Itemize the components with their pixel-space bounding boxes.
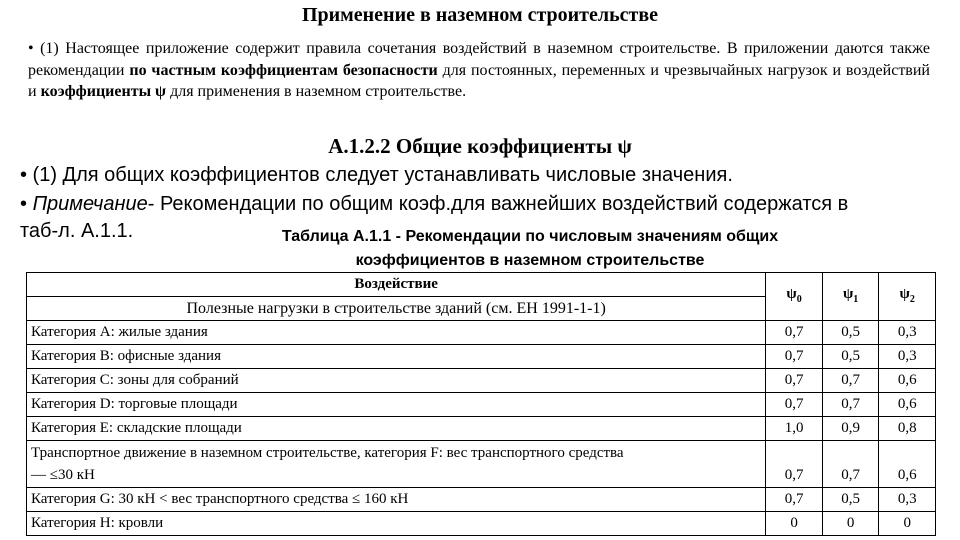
table-row [27,345,936,369]
row-psi0: 0,7 [766,369,823,393]
bullet-2 [20,192,940,217]
row-psi0: 0,7 [766,321,823,345]
row-psi1: 0,7 [822,393,879,417]
table-row [27,512,936,536]
row-name: Категория Е: складские площади [27,417,766,441]
row-name-line-2: — ≤30 кН [31,467,95,483]
row-name: Категория Н: кровли [27,512,766,536]
coefficients-table [26,272,936,536]
bullet-1: • (1) Для общих коэффициентов следует устанавливать числовые значения. [20,164,733,186]
row-psi1: 0 [822,512,879,536]
page-title: Применение в наземном строительстве [301,4,659,26]
row-psi0: 0 [766,512,823,536]
bullet-2-continuation: таб-л. А.1.1. [20,220,134,242]
header-psi1: $\psi_1$ [822,273,879,321]
intro-bold-1: по частным коэффициентам безопасности [129,61,438,79]
row-psi0: 0,7 [766,488,823,512]
row-psi2: 0,6 [879,441,936,488]
row-name: Категория С: зоны для собраний [27,369,766,393]
row-psi1: 0,5 [822,321,879,345]
row-name-line-1: Транспортное движение в наземном строительстве, категория F: вес транспортного средства [31,445,624,461]
table-row [27,488,936,512]
intro-text-1: • (1) Настоящее приложение содержит правила сочетания воздействий в наземном строительстве. В приложении даются также рекомендации [28,40,930,79]
table-caption-line-1: Таблица А.1.1 - Рекомендации по числовым значениям общих [281,228,779,245]
row-psi2: 0,6 [879,393,936,417]
header-psi2: $\psi_2$ [879,273,936,321]
row-psi1: 0,5 [822,488,879,512]
row-psi2: 0 [879,512,936,536]
table-caption-line-2: коэффициентов в наземном строительстве [355,252,705,269]
row-psi0: 0,7 [766,441,823,488]
bullet-2-prefix: • [20,193,33,215]
row-psi2: 0,3 [879,488,936,512]
row-name [27,441,766,488]
subheader-useful-loads: Полезные нагрузки в строительстве зданий (см. ЕН 1991-1-1) [27,297,766,321]
row-name: Категория А: жилые здания [27,321,766,345]
row-psi0: 0,7 [766,345,823,369]
table-caption [230,225,830,273]
row-psi2: 0,3 [879,345,936,369]
table-row [27,441,936,488]
table-row [27,369,936,393]
header-action: Воздействие [27,273,766,297]
row-name: Категория В: офисные здания [27,345,766,369]
table-header-row [27,273,936,297]
table-row [27,321,936,345]
intro-text-3: для применения в наземном строительстве. [166,83,467,100]
intro-text-2: для постоянных, переменных и чрезвычайных нагрузок и воздействий и [28,61,930,100]
row-psi1: 0,7 [822,441,879,488]
bullet-2-text: - Рекомендации по общим коэф.для важнейших воздействий содержатся в [147,193,849,215]
table-row [27,393,936,417]
row-psi1: 0,9 [822,417,879,441]
row-psi2: 0,8 [879,417,936,441]
row-psi0: 1,0 [766,417,823,441]
intro-paragraph [28,38,930,103]
row-name: Категория G: 30 кН < вес транспортного средства ≤ 160 кН [27,488,766,512]
row-psi2: 0,3 [879,321,936,345]
row-psi1: 0,5 [822,345,879,369]
section-title: А.1.2.2 Общие коэффициенты ψ [328,134,632,158]
bullet-2-note-label: Примечание [32,193,148,215]
header-psi0: $\psi_0$ [766,273,823,321]
row-psi1: 0,7 [822,369,879,393]
intro-bold-2: коэффициенты ψ [40,83,167,100]
table-row [27,417,936,441]
row-psi2: 0,6 [879,369,936,393]
row-name: Категория D: торговые площади [27,393,766,417]
row-psi0: 0,7 [766,393,823,417]
